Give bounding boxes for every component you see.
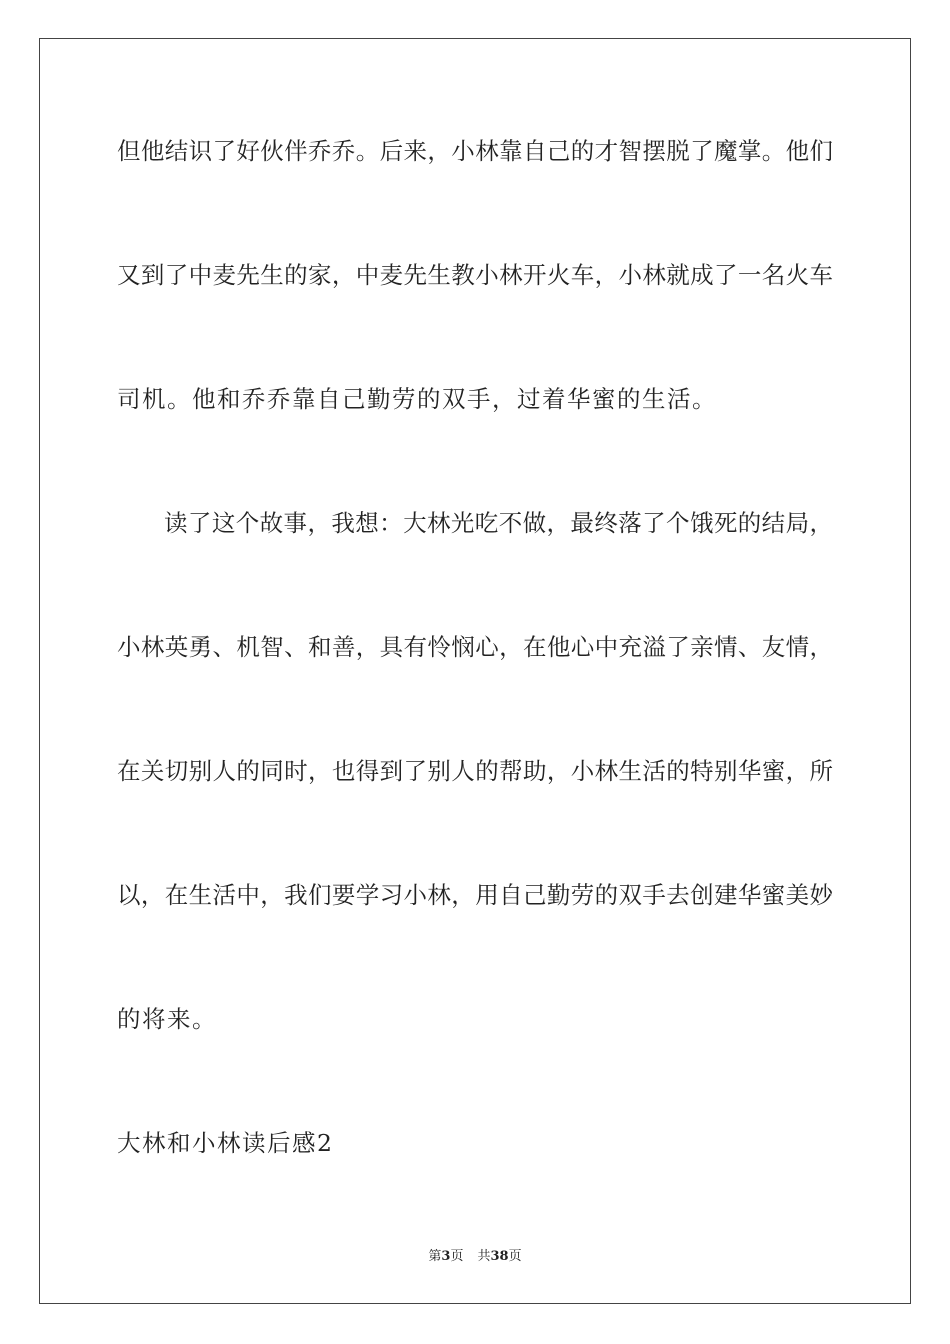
paragraph-line: 读了这个故事，我想：大林光吃不做，最终落了个饿死的结局，: [164, 509, 833, 537]
paragraph-line: 司机。他和乔乔靠自己勤劳的双手，过着华蜜的生活。: [117, 385, 717, 413]
footer-total-prefix: 共: [477, 1249, 491, 1264]
page-footer: [0, 1248, 950, 1266]
paragraph-line: 在关切别人的同时，也得到了别人的帮助，小林生活的特别华蜜，所: [117, 757, 833, 785]
footer-total-suffix: 页: [508, 1249, 522, 1264]
paragraph-line: 以，在生活中，我们要学习小林，用自己勤劳的双手去创建华蜜美妙: [117, 881, 833, 909]
section-heading: 大林和小林读后感2: [117, 1129, 334, 1157]
page-border: [39, 38, 911, 1304]
footer-page-number: 3: [441, 1249, 451, 1264]
paragraph-line: 的将来。: [117, 1005, 217, 1033]
paragraph-line: 小林英勇、机智、和善，具有怜悯心，在他心中充溢了亲情、友情，: [117, 633, 833, 661]
footer-page-suffix: 页: [450, 1249, 464, 1264]
paragraph-line: 又到了中麦先生的家，中麦先生教小林开火车，小林就成了一名火车: [117, 261, 833, 289]
footer-total-pages: 38: [490, 1249, 509, 1264]
paragraph-line: 但他结识了好伙伴乔乔。后来，小林靠自己的才智摆脱了魔掌。他们: [117, 137, 833, 165]
footer-page-prefix: 第: [428, 1249, 442, 1264]
